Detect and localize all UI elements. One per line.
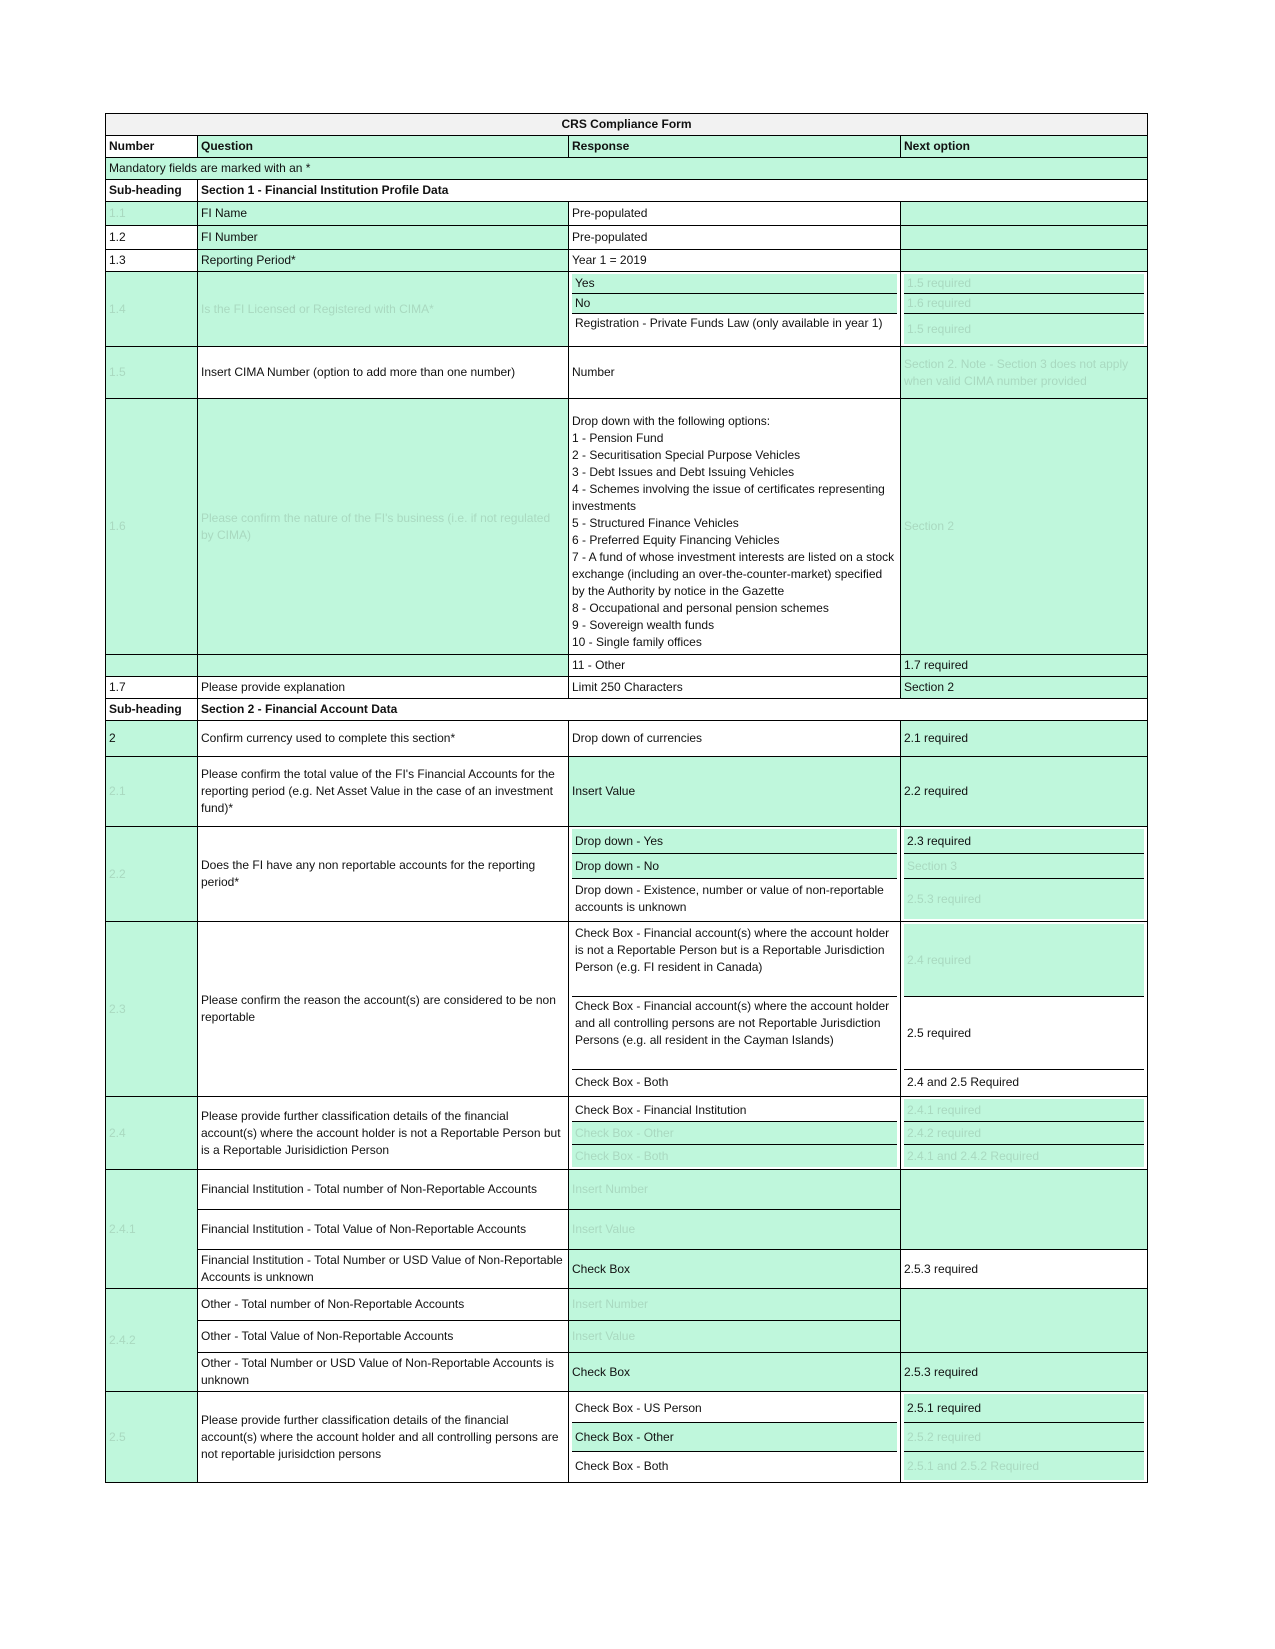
next-option: [901, 226, 1148, 250]
next-option: Section 2: [901, 399, 1148, 655]
row-number: 2.1: [106, 757, 198, 827]
row-1-2: [106, 226, 1148, 250]
next-option: 2.1 required: [901, 721, 1148, 757]
row-number: 1.1: [106, 202, 198, 226]
row-number: 1.5: [106, 347, 198, 399]
question: FI Name: [198, 202, 569, 226]
next-option: 2.5.3 required: [904, 878, 1144, 919]
row-2: [106, 721, 1148, 757]
question: Financial Institution - Total Number or USD Value of Non-Reportable Accounts is unknown: [198, 1250, 569, 1289]
response-checkbox[interactable]: Check Box - Both: [572, 1069, 897, 1094]
row-2-1: [106, 757, 1148, 827]
question: Financial Institution - Total number of Non-Reportable Accounts: [198, 1170, 569, 1210]
question: Reporting Period*: [198, 250, 569, 272]
next-option: 1.5 required: [904, 274, 1144, 293]
dropdown-intro: Drop down with the following options:: [572, 413, 771, 428]
row-number: 1.7: [106, 677, 198, 699]
dropdown-option[interactable]: 6 - Preferred Equity Financing Vehicles: [572, 532, 780, 547]
question: Please confirm the total value of the FI's Financial Accounts for the reporting period (e.g. Net Asset Value in the case of an investment fund)*: [198, 757, 569, 827]
response[interactable]: Insert Number: [569, 1289, 901, 1321]
dropdown-option[interactable]: 5 - Structured Finance Vehicles: [572, 515, 739, 530]
form-title: CRS Compliance Form: [106, 114, 1148, 136]
business-nature-dropdown[interactable]: [569, 399, 901, 655]
response-checkbox[interactable]: Check Box - Other: [572, 1422, 897, 1451]
question: Confirm currency used to complete this section*: [198, 721, 569, 757]
row-number: 1.4: [106, 272, 198, 347]
response-option[interactable]: Drop down - Existence, number or value of non-reportable accounts is unknown: [572, 878, 897, 919]
dropdown-option[interactable]: 8 - Occupational and personal pension schemes: [572, 600, 829, 615]
dropdown-option[interactable]: 3 - Debt Issues and Debt Issuing Vehicles: [572, 464, 795, 479]
row-2-2: [106, 827, 1148, 922]
header-question: Question: [198, 136, 569, 158]
response[interactable]: Drop down of currencies: [569, 721, 901, 757]
header-next-option: Next option: [901, 136, 1148, 158]
response-option[interactable]: No: [572, 293, 897, 313]
next-option: 2.3 required: [904, 829, 1144, 853]
next-option: 1.6 required: [904, 293, 1144, 313]
row-number: 2.5: [106, 1392, 198, 1483]
response-checkbox[interactable]: Check Box: [569, 1353, 901, 1392]
dropdown-option[interactable]: 4 - Schemes involving the issue of certificates representing investments: [572, 481, 885, 513]
section2-title: Section 2 - Financial Account Data: [198, 699, 1148, 721]
next-option: 2.5.3 required: [901, 1250, 1148, 1289]
next-option: [901, 202, 1148, 226]
next-option: 1.7 required: [901, 655, 1148, 677]
next-option: Section 3: [904, 853, 1144, 878]
response-checkbox[interactable]: Check Box - Financial Institution: [575, 1102, 747, 1117]
row-1-7: [106, 677, 1148, 699]
next-option: [901, 250, 1148, 272]
row-2-3: [106, 922, 1148, 1097]
row-1-4: [106, 272, 1148, 347]
question: Please provide explanation: [198, 677, 569, 699]
row-number: 2: [106, 721, 198, 757]
dropdown-option[interactable]: 1 - Pension Fund: [572, 430, 664, 445]
response-option[interactable]: Drop down - Yes: [572, 829, 897, 853]
response[interactable]: Insert Value: [569, 1321, 901, 1353]
question: Other - Total Number or USD Value of Non-Reportable Accounts is unknown: [198, 1353, 569, 1392]
subheading-label: Sub-heading: [106, 180, 198, 202]
response[interactable]: Year 1 = 2019: [569, 250, 901, 272]
mandatory-note: Mandatory fields are marked with an *: [106, 158, 1148, 180]
question: Please confirm the reason the account(s) are considered to be non reportable: [198, 922, 569, 1097]
next-option: 2.4.2 required: [904, 1121, 1144, 1144]
row-number: 2.4.1: [106, 1170, 198, 1289]
row-number: 2.3: [106, 922, 198, 1097]
next-option: 2.4 and 2.5 Required: [904, 1069, 1144, 1094]
response-checkbox[interactable]: Check Box - Other: [572, 1121, 897, 1144]
header-number: Number: [106, 136, 198, 158]
response-checkbox[interactable]: Check Box - US Person: [575, 1400, 702, 1415]
question: Other - Total number of Non-Reportable Accounts: [198, 1289, 569, 1321]
response[interactable]: Pre-populated: [569, 202, 901, 226]
response-checkbox[interactable]: Check Box - Financial account(s) where the account holder and all controlling persons are not Reportable Jurisdiction Persons (e.g. all resident in the Cayman Islands): [572, 996, 897, 1069]
question: Please provide further classification details of the financial account(s) where the account holder and all controlling persons are not reportable jurisidction persons: [198, 1392, 569, 1483]
row-1-6-other: [106, 655, 1148, 677]
response-checkbox[interactable]: Check Box - Both: [572, 1451, 897, 1480]
crs-compliance-form-table: [105, 113, 1148, 1483]
response-checkbox[interactable]: Check Box: [569, 1250, 901, 1289]
response-option[interactable]: Registration - Private Funds Law (only available in year 1): [572, 313, 897, 344]
response[interactable]: Number: [569, 347, 901, 399]
response-checkbox[interactable]: Check Box - Financial account(s) where the account holder is not a Reportable Person but is a Reportable Jurisdiction Person (e.g. FI resident in Canada): [575, 926, 890, 974]
dropdown-option[interactable]: 9 - Sovereign wealth funds: [572, 617, 715, 632]
next-option: Section 2. Note - Section 3 does not apply when valid CIMA number provided: [901, 347, 1148, 399]
row-1-6: [106, 399, 1148, 655]
dropdown-option[interactable]: 7 - A fund of whose investment interests are listed on a stock exchange (including an over-the-counter-market) specified by the Authority by notice in the Gazette: [572, 549, 895, 598]
response[interactable]: Insert Number: [569, 1170, 901, 1210]
row-2-4: [106, 1097, 1148, 1170]
question: Is the FI Licensed or Registered with CIMA*: [198, 272, 569, 347]
question: Financial Institution - Total Value of Non-Reportable Accounts: [198, 1210, 569, 1250]
response[interactable]: Insert Value: [569, 1210, 901, 1250]
next-option: 2.4 required: [904, 924, 1144, 996]
question: Please confirm the nature of the FI's business (i.e. if not regulated by CIMA): [198, 399, 569, 655]
response-option[interactable]: Yes: [572, 274, 897, 293]
next-option: 2.2 required: [901, 757, 1148, 827]
response[interactable]: Limit 250 Characters: [569, 677, 901, 699]
next-option: 2.5 required: [904, 996, 1144, 1069]
header-response: Response: [569, 136, 901, 158]
next-option: 2.5.2 required: [904, 1422, 1144, 1451]
question: Other - Total Value of Non-Reportable Accounts: [198, 1321, 569, 1353]
row-2-4-2: [106, 1289, 1148, 1321]
row-2-4-1: [106, 1170, 1148, 1210]
row-number: 2.2: [106, 827, 198, 922]
row-number: 2.4.2: [106, 1289, 198, 1392]
question: Please provide further classification details of the financial account(s) where the account holder is not a Reportable Person but is a Reportable Jurisidiction Person: [198, 1097, 569, 1170]
next-option: 2.5.1 required: [904, 1394, 1144, 1422]
row-1-3: [106, 250, 1148, 272]
next-option: 2.5.3 required: [901, 1353, 1148, 1392]
row-2-5: [106, 1392, 1148, 1483]
next-option: 2.4.1 required: [904, 1099, 1144, 1121]
question: Insert CIMA Number (option to add more than one number): [198, 347, 569, 399]
dropdown-option[interactable]: 10 - Single family offices: [572, 634, 702, 649]
row-number: 1.2: [106, 226, 198, 250]
question: Does the FI have any non reportable accounts for the reporting period*: [198, 827, 569, 922]
row-1-1: [106, 202, 1148, 226]
response-checkbox[interactable]: Check Box - Both: [572, 1144, 897, 1167]
section1-title: Section 1 - Financial Institution Profile Data: [198, 180, 1148, 202]
row-number: 1.6: [106, 399, 198, 655]
row-number: 2.4: [106, 1097, 198, 1170]
response-option[interactable]: 11 - Other: [569, 655, 901, 677]
next-option: 2.5.1 and 2.5.2 Required: [904, 1451, 1144, 1480]
next-option: 1.5 required: [904, 313, 1144, 344]
next-option: 2.4.1 and 2.4.2 Required: [904, 1144, 1144, 1167]
response[interactable]: Insert Value: [569, 757, 901, 827]
subheading-label: Sub-heading: [106, 699, 198, 721]
response-option[interactable]: Drop down - No: [572, 853, 897, 878]
row-number: 1.3: [106, 250, 198, 272]
dropdown-option[interactable]: 2 - Securitisation Special Purpose Vehicles: [572, 447, 801, 462]
question: FI Number: [198, 226, 569, 250]
next-option: Section 2: [901, 677, 1148, 699]
row-1-5: [106, 347, 1148, 399]
response[interactable]: Pre-populated: [569, 226, 901, 250]
